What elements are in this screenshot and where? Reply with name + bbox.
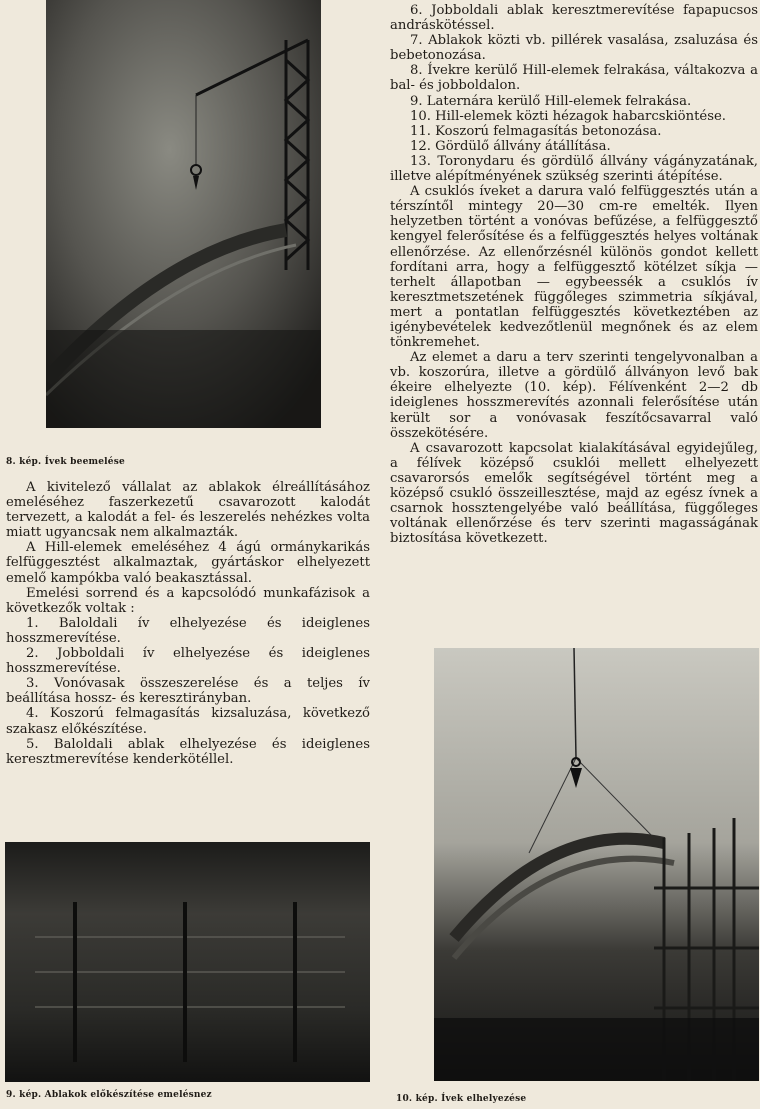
list-item: 10. Hill-elemek közti hézagok habarcskiöntése.	[410, 108, 726, 124]
list-item: 3. Vonóvasak összeszerelése és a teljes ív beállítása hossz- és keresztirányban.	[6, 676, 370, 707]
list-item: 11. Koszorú felmagasítás betonozása.	[410, 123, 662, 139]
list-item: 12. Gördülő állvány átállítása.	[410, 138, 611, 154]
list-item: 7. Ablakok közti vb. pillérek vasalása, zsaluzása és bebetonozása.	[390, 33, 758, 64]
figure-8-caption: 8. kép. Ívek beemelése	[6, 457, 125, 467]
right-text-column	[390, 3, 758, 546]
paragraph: Az elemet a daru a terv szerinti tengelyvonalban a vb. koszorúra, illetve a gördülő állványon levő bak ékeire elhelyezte (10. kép). Félívenként 2—2 db ideiglenes hosszmerevítés azonnali felerősítése után került sor a vonóvasak feszítőcsavarral való összekötésére.	[390, 350, 758, 441]
photo-arch-placement	[434, 648, 759, 1081]
paragraph: A csuklós íveket a darura való felfüggesztés után a térszíntől mintegy 20—30 cm-re emelték. Ilyen helyzetben történt a vonóvas befűzése, a felfüggesztő kengyel felerősítése és a felfüggesztés helyes voltának ellenőrzése. Az ellenőrzésnél különös gondot kellett fordítani arra, hogy a felfüggesztő kötélzet síkja — terhelt állapotban — egybeessék a csuklós ív keresztmetszetének függőleges szimmetria síkjával, mert a pontatlan felfüggesztés következtében az igénybevételek kedvezőtlenül megnőnek és az elem tönkremehet.	[390, 184, 758, 351]
list-item: 5. Baloldali ablak elhelyezése és ideiglenes keresztmerevítése kenderkötéllel.	[6, 736, 370, 767]
list-item: 9. Laternára kerülő Hill-elemek felrakása.	[410, 93, 692, 109]
figure-9-caption: 9. kép. Ablakok előkészítése emelésnez	[6, 1090, 212, 1100]
paragraph: A Hill-elemek emeléséhez 4 ágú ormánykarikás felfüggesztést alkalmaztak, gyártáskor elhelyezett emelő kampókba való beakasztással.	[6, 540, 370, 586]
list-item: 6. Jobboldali ablak keresztmerevítése fapapucsos andráskötéssel.	[390, 3, 758, 34]
list-item: 2. Jobboldali ív elhelyezése és ideiglenes hosszmerevítése.	[6, 646, 370, 677]
list-item: 1. Baloldali ív elhelyezése és ideiglenes hosszmerevítése.	[6, 615, 370, 646]
figure-10-caption: 10. kép. Ívek elhelyezése	[396, 1094, 527, 1104]
list-item: 13. Toronydaru és gördülő állvány vágányzatának, illetve alépítményének szükség szerinti átépítése.	[390, 153, 758, 185]
left-text-column	[6, 480, 370, 767]
paragraph: A csavarozott kapcsolat kialakításával egyidejűleg, a félívek középső csuklói mellett elhelyezett csavarorsós emelők segítségével történt meg a középső csukló összeillesztése, majd az egész ívnek a csarnok hossztengelyébe való beállítása, függőleges voltának ellenőrzése és terv szerinti magasságának biztosítása következett.	[390, 440, 758, 547]
paragraph: A kivitelező vállalat az ablakok élreállításához emeléséhez faszerkezetű csavarozott kalodát tervezett, a kalodát a fel- és leszerelés nehézkes volta miatt ugyancsak nem alkalmazták.	[6, 480, 370, 541]
list-item: 4. Koszorú felmagasítás kizsaluzása, következő szakasz előkészítése.	[6, 706, 370, 737]
photo-arch-lifting	[46, 0, 321, 428]
paragraph: Emelési sorrend és a kapcsolódó munkafázisok a következők voltak :	[6, 585, 370, 616]
photo-window-preparation	[5, 842, 370, 1082]
list-item: 8. Ívekre kerülő Hill-elemek felrakása, váltakozva a bal- és jobboldalon.	[390, 63, 758, 94]
